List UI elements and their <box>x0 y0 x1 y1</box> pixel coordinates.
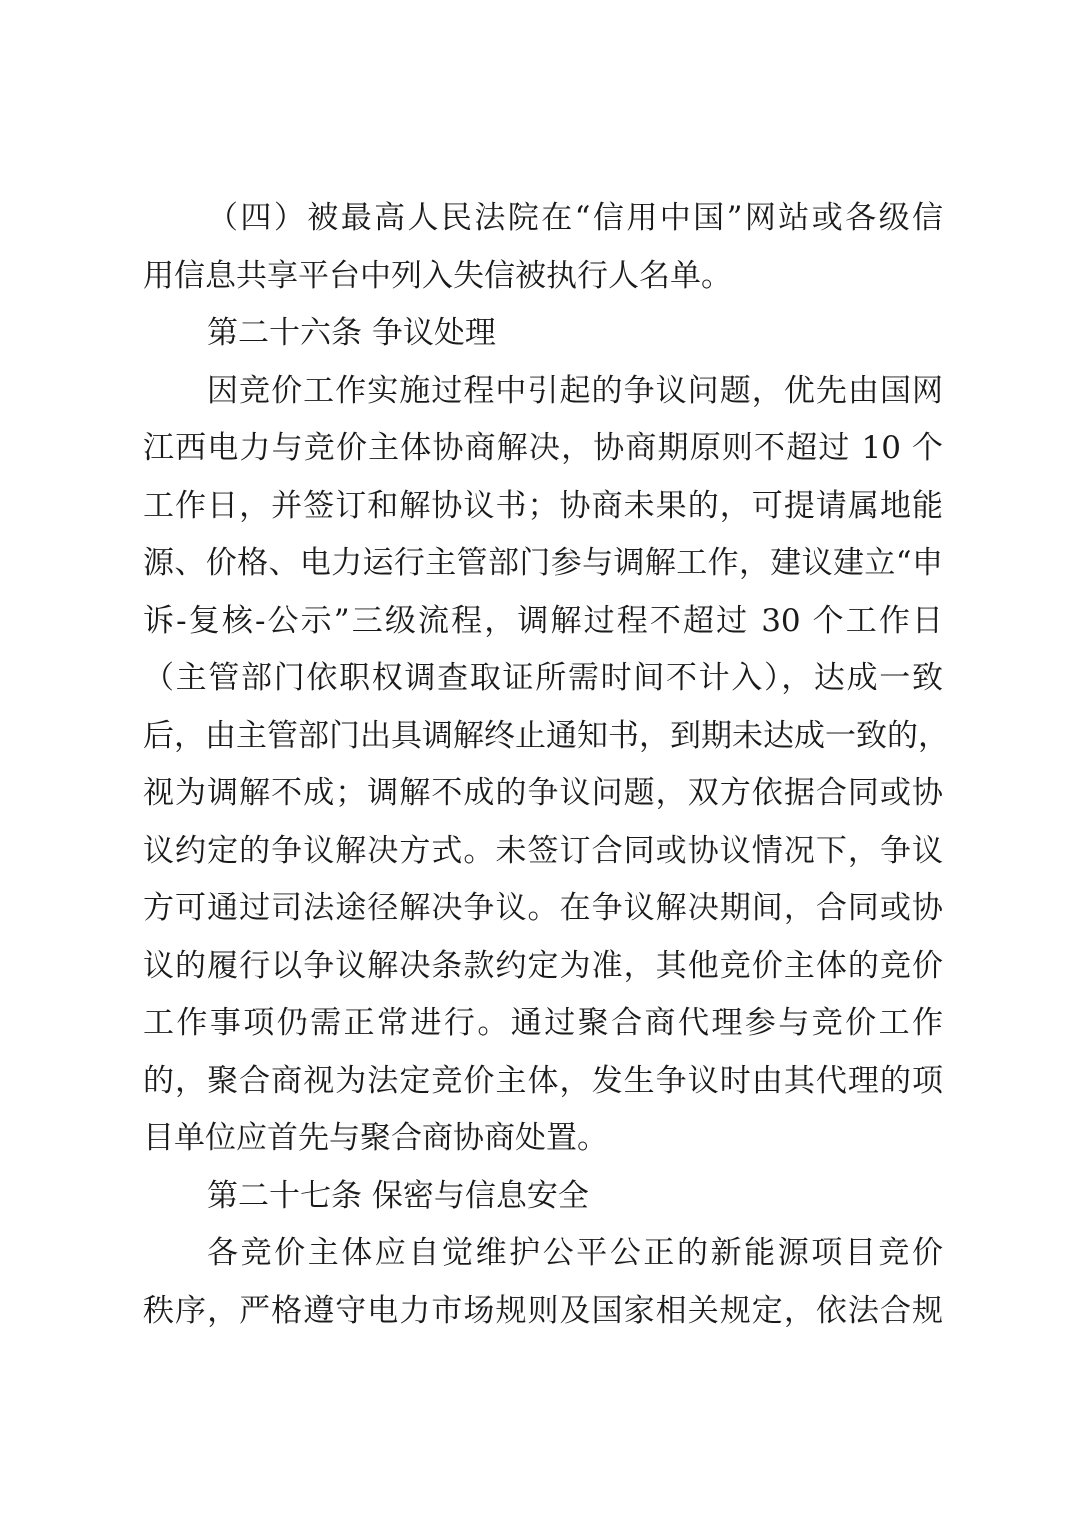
text-line: 用信息共享平台中列入失信被执行人名单。 <box>143 257 732 294</box>
text-line: 因竞价工作实施过程中引起的争议问题，优先由国网 <box>207 372 943 409</box>
article-26-paragraph <box>143 363 949 1168</box>
text-line: 方可通过司法途径解决争议。在争议解决期间，合同或协 <box>143 890 943 926</box>
paragraph-item-4 <box>143 190 943 305</box>
text-line: 议的履行以争议解决条款约定为准，其他竞价主体的竞价 <box>143 947 943 984</box>
document-body <box>143 190 949 1340</box>
text-line: 各竞价主体应自觉维护公平公正的新能源项目竞价 <box>207 1235 943 1271</box>
text-line: 目单位应首先与聚合商协商处置。 <box>143 1120 608 1156</box>
text-line: （四）被最高人民法院在“信用中国”网站或各级信 <box>207 200 943 236</box>
article-26-heading: 第二十六条 争议处理 <box>207 315 496 351</box>
text-line: 诉-复核-公示”三级流程，调解过程不超过 30 个工作日 <box>143 602 943 639</box>
text-line: 的，聚合商视为法定竞价主体，发生争议时由其代理的项 <box>143 1062 943 1099</box>
article-27-heading: 第二十七条 保密与信息安全 <box>207 1177 589 1214</box>
text-line: 江西电力与竞价主体协商解决，协商期原则不超过 10 个 <box>143 430 943 466</box>
text-line: 工作日，并签订和解协议书；协商未果的，可提请属地能 <box>143 487 943 524</box>
text-line: 源、价格、电力运行主管部门参与调解工作，建议建立“申 <box>143 545 943 581</box>
text-line: 后，由主管部门出具调解终止通知书，到期未达成一致的， <box>143 717 949 754</box>
text-line: 工作事项仍需正常进行。通过聚合商代理参与竞价工作 <box>143 1005 943 1041</box>
text-line: 秩序，严格遵守电力市场规则及国家相关规定，依法合规 <box>143 1292 943 1329</box>
text-line: （主管部门依职权调查取证所需时间不计入），达成一致 <box>143 660 943 696</box>
text-line: 议约定的争议解决方式。未签订合同或协议情况下，争议 <box>143 832 943 869</box>
article-27-paragraph <box>143 1225 943 1340</box>
text-line: 视为调解不成；调解不成的争议问题，双方依据合同或协 <box>143 775 943 811</box>
